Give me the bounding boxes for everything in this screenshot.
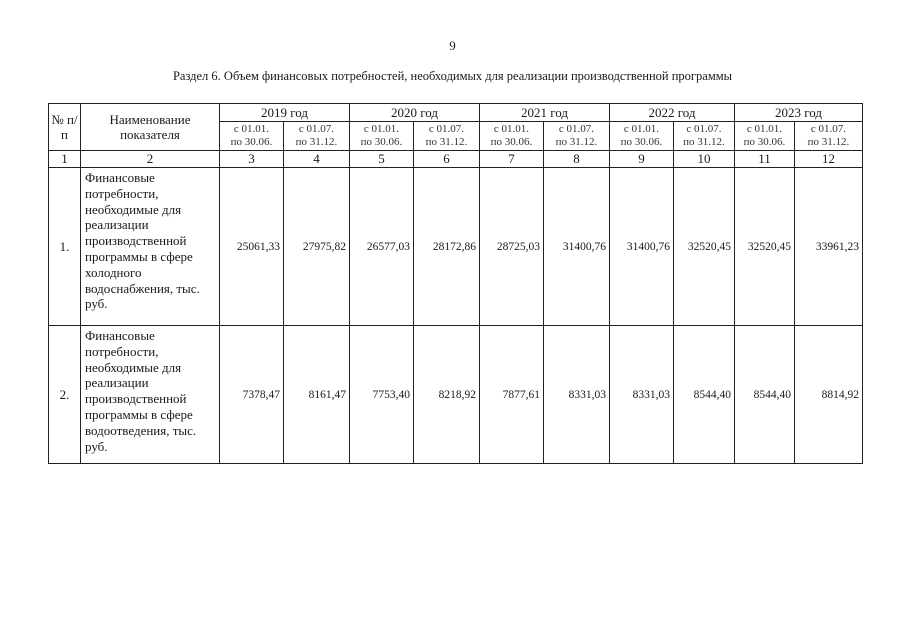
header-year: 2020 год xyxy=(350,104,480,122)
header-period xyxy=(480,122,544,151)
header-period xyxy=(350,122,414,151)
header-year: 2022 год xyxy=(610,104,735,122)
period-from: с 01.01. xyxy=(233,123,270,135)
value-cell: 28725,03 xyxy=(480,168,544,326)
column-index: 3 xyxy=(220,151,284,168)
value-cell: 8161,47 xyxy=(284,326,350,464)
value-cell: 25061,33 xyxy=(220,168,284,326)
period-to: по 30.06. xyxy=(743,136,786,148)
value-cell: 7877,61 xyxy=(480,326,544,464)
column-index: 8 xyxy=(544,151,610,168)
value-cell: 8218,92 xyxy=(414,326,480,464)
row-number: 1. xyxy=(49,168,81,326)
value-cell: 8331,03 xyxy=(544,326,610,464)
period-from: с 01.01. xyxy=(623,123,660,135)
period-from: с 01.07. xyxy=(686,123,722,135)
period-to: по 30.06. xyxy=(230,136,273,148)
column-index: 11 xyxy=(735,151,795,168)
value-cell: 8814,92 xyxy=(795,326,863,464)
column-index: 4 xyxy=(284,151,350,168)
value-cell: 33961,23 xyxy=(795,168,863,326)
value-cell: 32520,45 xyxy=(674,168,735,326)
header-period xyxy=(735,122,795,151)
header-period xyxy=(544,122,610,151)
period-to: по 31.12. xyxy=(555,136,598,148)
value-cell: 7378,47 xyxy=(220,326,284,464)
column-index: 6 xyxy=(414,151,480,168)
header-year: 2023 год xyxy=(735,104,863,122)
header-period xyxy=(610,122,674,151)
column-index: 7 xyxy=(480,151,544,168)
period-from: с 01.07. xyxy=(298,123,335,135)
value-cell: 8331,03 xyxy=(610,326,674,464)
table-row xyxy=(49,168,863,326)
period-to: по 31.12. xyxy=(295,136,338,148)
period-from: с 01.01. xyxy=(363,123,400,135)
column-index: 10 xyxy=(674,151,735,168)
value-cell: 28172,86 xyxy=(414,168,480,326)
period-to: по 30.06. xyxy=(620,136,663,148)
header-period xyxy=(414,122,480,151)
value-cell: 26577,03 xyxy=(350,168,414,326)
row-number: 2. xyxy=(49,326,81,464)
header-row-years xyxy=(49,104,863,122)
value-cell: 32520,45 xyxy=(735,168,795,326)
column-index: 9 xyxy=(610,151,674,168)
table-row xyxy=(49,326,863,464)
period-from: с 01.07. xyxy=(810,123,847,135)
header-name: Наименование показателя xyxy=(81,104,220,151)
header-period xyxy=(674,122,735,151)
period-from: с 01.01. xyxy=(493,123,530,135)
value-cell: 31400,76 xyxy=(610,168,674,326)
header-period xyxy=(220,122,284,151)
section-title: Раздел 6. Объем финансовых потребностей, необходимых для реализации производственной программы xyxy=(172,69,733,83)
period-to: по 31.12. xyxy=(425,136,468,148)
period-to: по 30.06. xyxy=(360,136,403,148)
column-index: 2 xyxy=(81,151,220,168)
financial-needs-table xyxy=(48,103,863,464)
column-index-row xyxy=(49,151,863,168)
header-period xyxy=(284,122,350,151)
header-num: № п/п xyxy=(49,104,81,151)
column-index: 12 xyxy=(795,151,863,168)
period-to: по 31.12. xyxy=(683,136,725,148)
value-cell: 8544,40 xyxy=(735,326,795,464)
header-year: 2019 год xyxy=(220,104,350,122)
indicator-name: Финансовые потребности, необходимые для реализации производственной программы в сфере холодного водоснабжения, тыс. руб. xyxy=(81,168,220,326)
header-period xyxy=(795,122,863,151)
value-cell: 8544,40 xyxy=(674,326,735,464)
column-index: 1 xyxy=(49,151,81,168)
column-index: 5 xyxy=(350,151,414,168)
period-from: с 01.07. xyxy=(428,123,465,135)
period-to: по 30.06. xyxy=(490,136,533,148)
page-number: 9 xyxy=(449,38,456,53)
value-cell: 31400,76 xyxy=(544,168,610,326)
header-year: 2021 год xyxy=(480,104,610,122)
period-to: по 31.12. xyxy=(807,136,850,148)
value-cell: 7753,40 xyxy=(350,326,414,464)
value-cell: 27975,82 xyxy=(284,168,350,326)
indicator-name: Финансовые потребности, необходимые для реализации производственной программы в сфере водоотведения, тыс. руб. xyxy=(81,326,220,464)
period-from: с 01.07. xyxy=(558,123,595,135)
period-from: с 01.01. xyxy=(746,123,783,135)
